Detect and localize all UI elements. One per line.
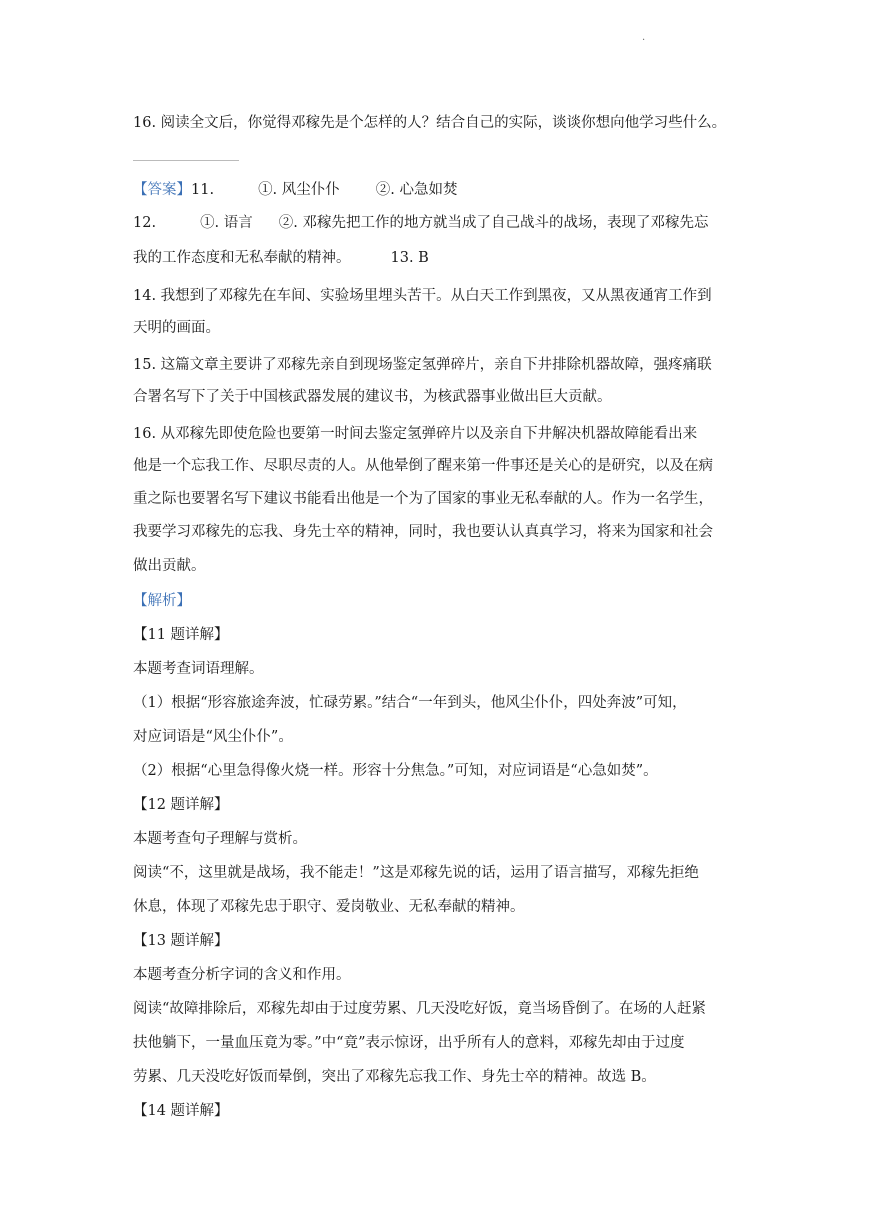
detail-12-title: 【12 题详解】 [133,797,229,813]
detail-12-line2: 阅读“不，这里就是战场，我不能走！”这是邓稼先说的话，运用了语言描写，邓稼先拒绝 [133,865,699,881]
corner-mark: . [642,32,646,43]
answer-12-opt2: ②. 邓稼先把工作的地方就当成了自己战斗的战场，表现了邓稼先忘 [278,215,709,231]
answer-16-line5: 做出贡献。 [133,558,206,574]
answer-16-line2: 他是一个忘我工作、尽职尽责的人。从他晕倒了醒来第一件事还是关心的是研究，以及在病 [133,458,713,474]
answer-tag: 【答案】 [133,182,191,198]
detail-11-line2: （1）根据“形容旅途奔波，忙碌劳累。”结合“一年到头，他风尘仆仆，四处奔波”可知， [133,695,687,711]
detail-12-line3: 休息，体现了邓稼先忠于职守、爱岗敬业、无私奉献的精神。 [133,899,525,915]
answer-12-num: 12. [133,215,157,231]
answer-12-opt2-cont: 我的工作态度和无私奉献的精神。 [133,250,351,266]
answer-13: 13. B [390,250,429,266]
answer-11-num: 11. [191,182,215,198]
answer-14-line2: 天明的画面。 [133,320,220,336]
answer-11-opt2: ②. 心急如焚 [375,182,458,198]
answer-14-line1: 14. 我想到了邓稼先在车间、实验场里埋头苦干。从白天工作到黑夜，又从黑夜通宵工作到 [133,288,712,304]
detail-13-line4: 劳累、几天没吃好饭而晕倒，突出了邓稼先忘我工作、身先士卒的精神。故选 B。 [133,1069,656,1085]
answer-11-opt1: ①. 风尘仆仆 [258,182,340,198]
detail-13-line3: 扶他躺下，一量血压竟为零。”中“竟”表示惊讶，出乎所有人的意料，邓稼先却由于过度 [133,1035,685,1051]
answer-15-line2: 合署名写下了关于中国核武器发展的建议书，为核武器事业做出巨大贡献。 [133,389,612,405]
answer-16-line4: 我要学习邓稼先的忘我、身先士卒的精神，同时，我也要认认真真学习，将来为国家和社会 [133,524,713,540]
answer-15-line1: 15. 这篇文章主要讲了邓稼先亲自到现场鉴定氢弹碎片，亲自下井排除机器故障，强疼痛联 [133,357,712,373]
detail-13-line2: 阅读“故障排除后，邓稼先却由于过度劳累、几天没吃好饭，竟当场昏倒了。在场的人赶紧 [133,1001,706,1017]
detail-11-title: 【11 题详解】 [133,627,229,643]
detail-11-line3: 对应词语是“风尘仆仆”。 [133,729,293,745]
answer-12-line2 [133,248,429,268]
question-16: 16. 阅读全文后，你觉得邓稼先是个怎样的人？结合自己的实际，谈谈你想向他学习些什么。 [133,115,727,131]
detail-12-line1: 本题考查句子理解与赏析。 [133,831,307,847]
detail-11-line1: 本题考查词语理解。 [133,661,264,677]
divider-rule [133,160,239,161]
analysis-tag: 【解析】 [133,593,191,609]
detail-11-line4: （2）根据“心里急得像火烧一样。形容十分焦急。”可知，对应词语是“心急如焚”。 [133,763,658,779]
answer-12-opt1: ①. 语言 [200,215,253,231]
detail-14-title: 【14 题详解】 [133,1103,229,1119]
answer-16-line1: 16. 从邓稼先即使危险也要第一时间去鉴定氢弹碎片以及亲自下井解决机器故障能看出来 [133,426,698,442]
detail-13-line1: 本题考查分析字词的含义和作用。 [133,967,351,983]
detail-13-title: 【13 题详解】 [133,933,229,949]
answer-11-line [133,180,458,200]
answer-16-line3: 重之际也要署名写下建议书能看出他是一个为了国家的事业无私奉献的人。作为一名学生， [133,491,713,507]
answer-12-line1 [133,213,709,233]
